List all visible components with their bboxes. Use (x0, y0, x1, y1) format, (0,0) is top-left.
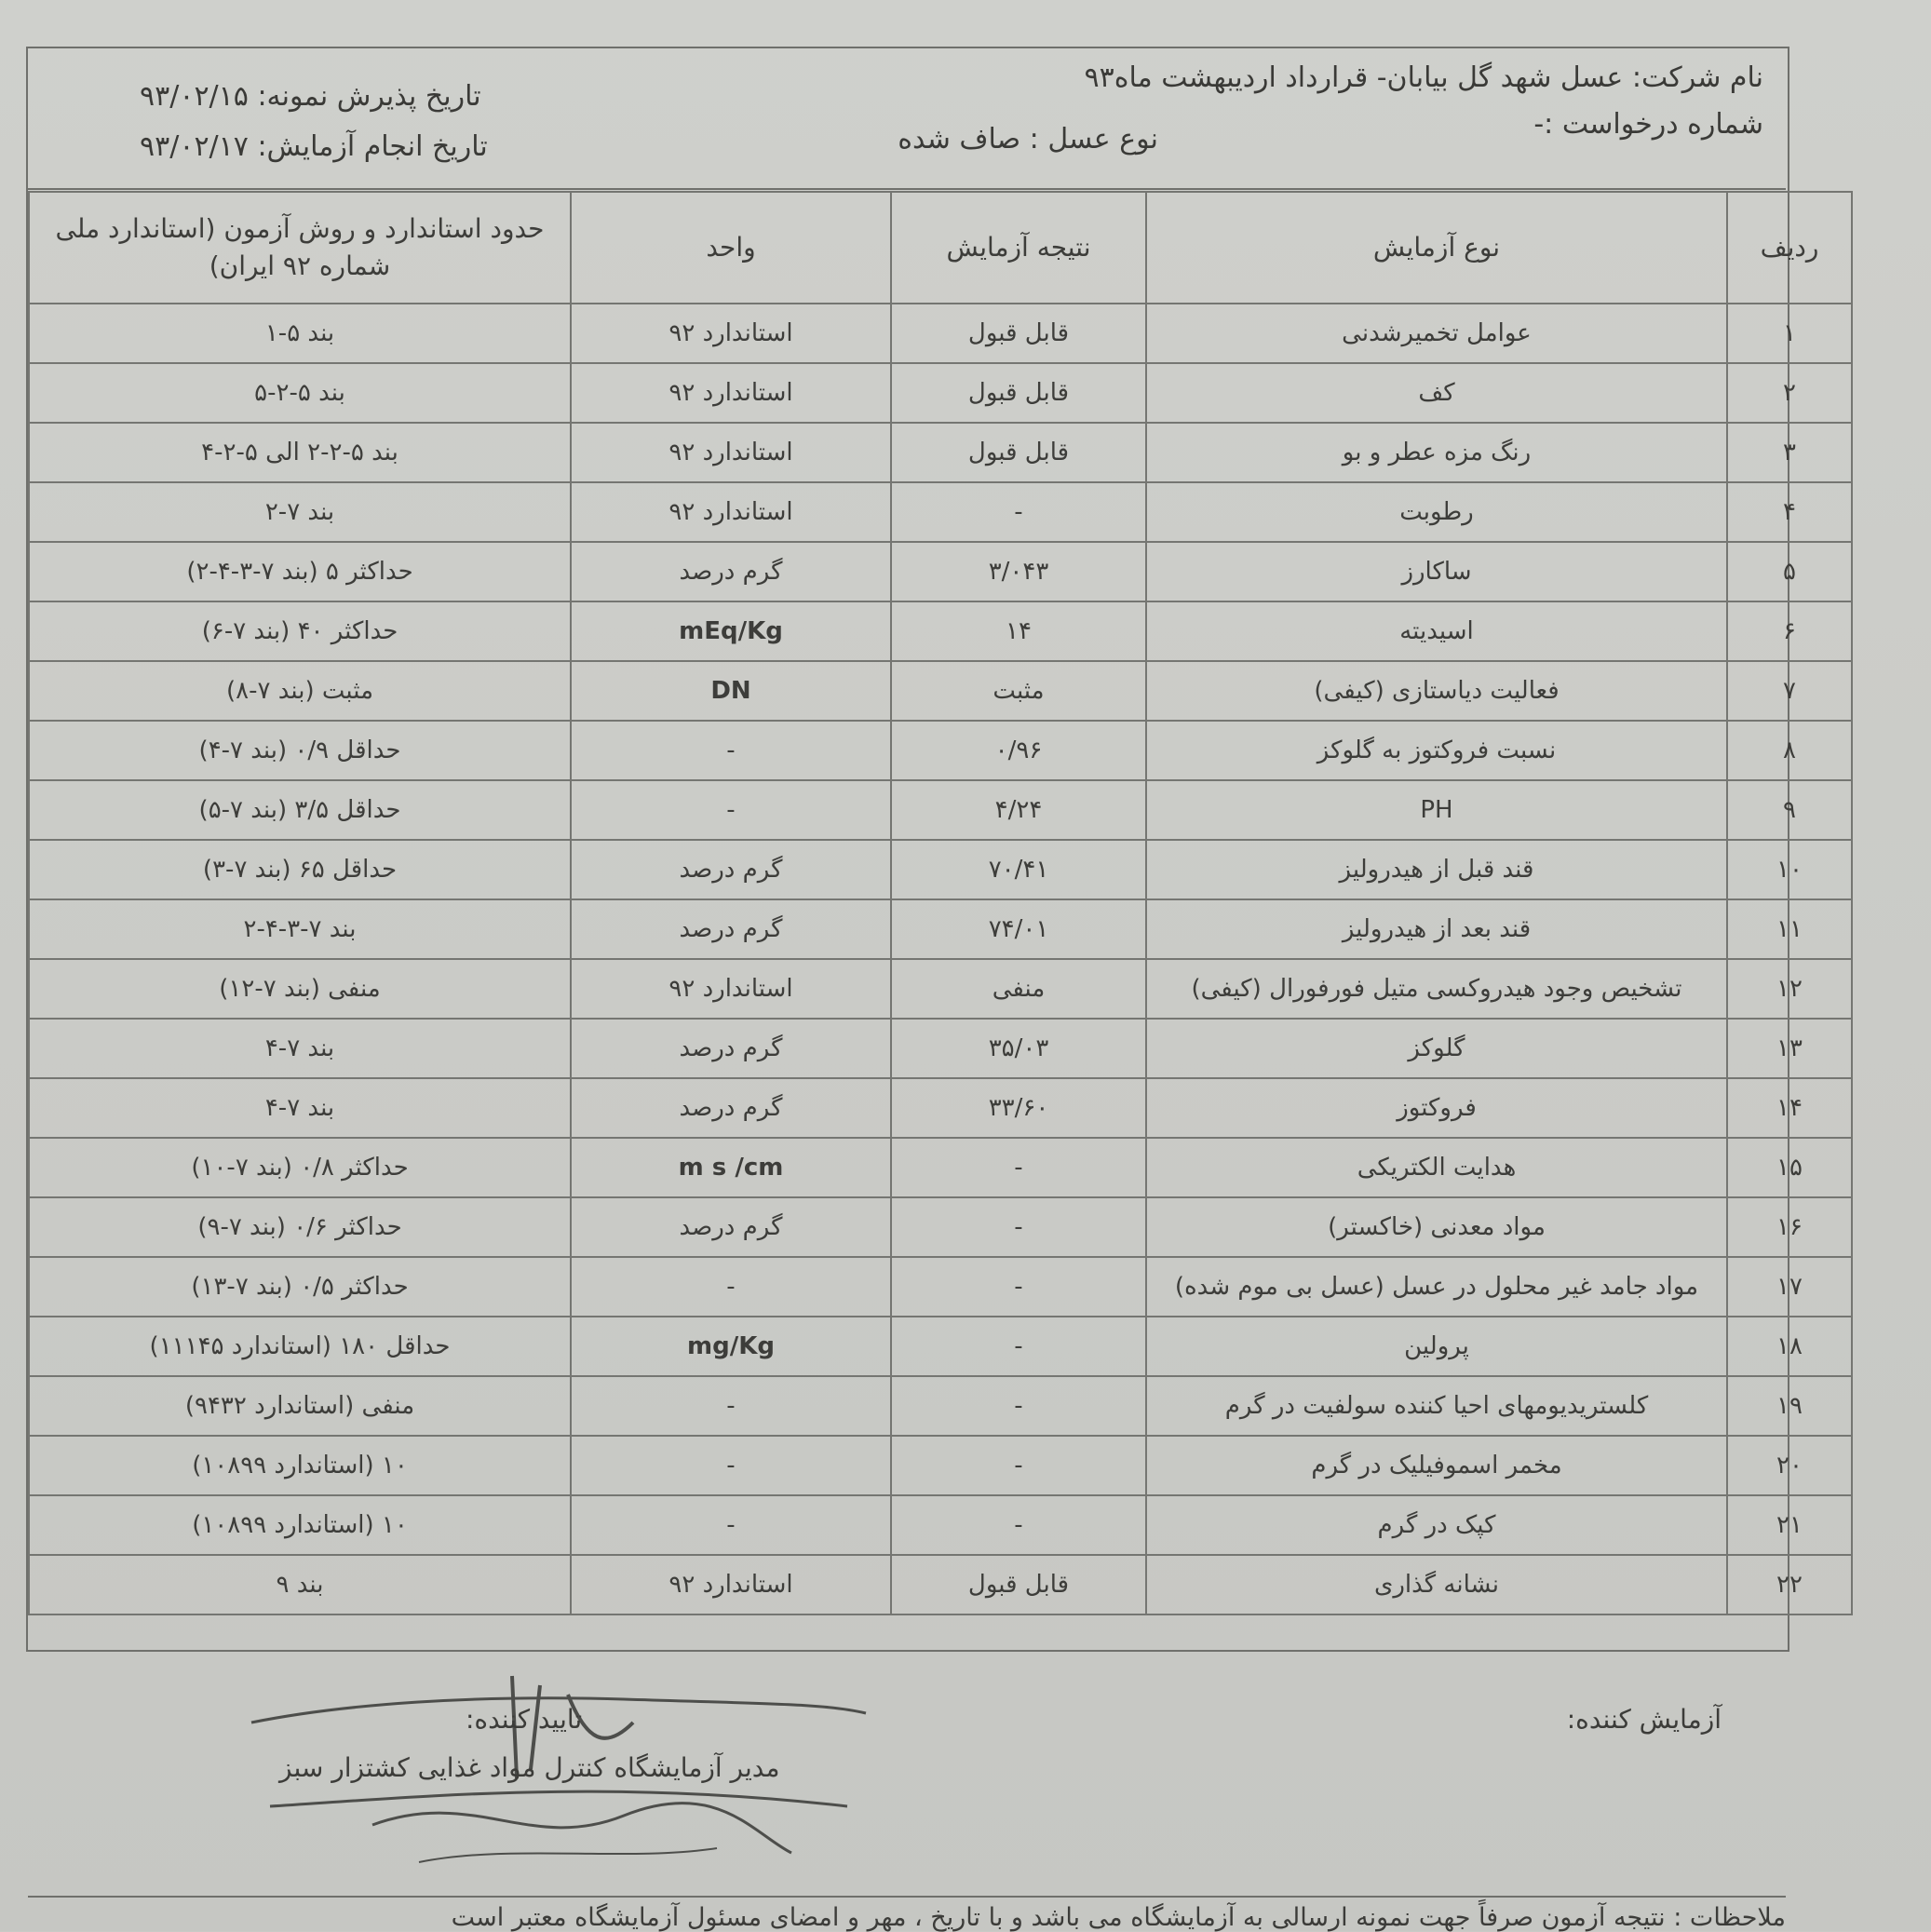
test-type-cell: کلستریدیومهای احیا کننده سولفیت در گرم (1146, 1376, 1727, 1436)
test-type-cell: مخمر اسموفیلیک در گرم (1146, 1436, 1727, 1495)
standard-limit-cell: ۱۰ (استاندارد ۱۰۸۹۹) (29, 1436, 571, 1495)
row-index-cell: ۱۲ (1727, 959, 1852, 1019)
test-result-cell: - (891, 1317, 1146, 1376)
table-row (29, 840, 1852, 899)
table-row (29, 1197, 1852, 1257)
test-type-cell: قند بعد از هیدرولیز (1146, 899, 1727, 959)
row-index-cell: ۷ (1727, 661, 1852, 721)
test-result-cell: مثبت (891, 661, 1146, 721)
standard-limit-cell: بند ۷-۴ (29, 1019, 571, 1078)
standard-limit-cell: حداکثر ۰/۵ (بند ۷-۱۳) (29, 1257, 571, 1317)
standard-limit-cell: حداقل ۱۸۰ (استاندارد ۱۱۱۴۵) (29, 1317, 571, 1376)
table-row (29, 1078, 1852, 1138)
standard-limit-cell: حداقل ۳/۵ (بند ۷-۵) (29, 780, 571, 840)
standard-limit-cell: مثبت (بند ۷-۸) (29, 661, 571, 721)
test-result-cell: ۳۵/۰۳ (891, 1019, 1146, 1078)
row-index-cell: ۲۲ (1727, 1555, 1852, 1615)
row-index-cell: ۴ (1727, 482, 1852, 542)
unit-cell: گرم درصد (571, 1197, 891, 1257)
header-unit: واحد (571, 192, 891, 304)
row-index-cell: ۱۷ (1727, 1257, 1852, 1317)
standard-limit-cell: بند ۷-۲ (29, 482, 571, 542)
row-index-cell: ۲ (1727, 363, 1852, 423)
standard-limit-cell: حداقل ۰/۹ (بند ۷-۴) (29, 721, 571, 780)
table-row (29, 721, 1852, 780)
test-type-cell: کپک در گرم (1146, 1495, 1727, 1555)
header-result: نتیجه آزمایش (891, 192, 1146, 304)
row-index-cell: ۱۱ (1727, 899, 1852, 959)
tester-label: آزمایش کننده: (1566, 1704, 1722, 1735)
row-index-cell: ۱۸ (1727, 1317, 1852, 1376)
test-result-cell: ۰/۹۶ (891, 721, 1146, 780)
standard-limit-cell: بند ۵-۲-۵ (29, 363, 571, 423)
unit-cell: گرم درصد (571, 1019, 891, 1078)
sample-receive-date: تاریخ پذیرش نمونه: ۹۳/۰۲/۱۵ (140, 80, 481, 113)
test-result-cell: ۷۰/۴۱ (891, 840, 1146, 899)
test-type-cell: رطوبت (1146, 482, 1727, 542)
unit-cell: - (571, 1436, 891, 1495)
row-index-cell: ۶ (1727, 601, 1852, 661)
test-result-cell: ۴/۲۴ (891, 780, 1146, 840)
test-result-cell: ۳۳/۶۰ (891, 1078, 1146, 1138)
test-type-cell: مواد جامد غیر محلول در عسل (عسل بی موم شده) (1146, 1257, 1727, 1317)
unit-cell: استاندارد ۹۲ (571, 1555, 891, 1615)
test-result-cell: - (891, 482, 1146, 542)
standard-limit-cell: ۱۰ (استاندارد ۱۰۸۹۹) (29, 1495, 571, 1555)
test-date: تاریخ انجام آزمایش: ۹۳/۰۲/۱۷ (140, 130, 488, 163)
table-row (29, 1019, 1852, 1078)
table-header-row (29, 192, 1852, 304)
test-type-cell: هدایت الکتریکی (1146, 1138, 1727, 1197)
standard-limit-cell: بند ۷-۳-۴-۲ (29, 899, 571, 959)
unit-cell: گرم درصد (571, 1078, 891, 1138)
row-index-cell: ۱ (1727, 304, 1852, 363)
unit-cell: mEq/Kg (571, 601, 891, 661)
test-result-cell: قابل قبول (891, 363, 1146, 423)
unit-cell: گرم درصد (571, 840, 891, 899)
unit-cell: - (571, 1495, 891, 1555)
test-type-cell: قند قبل از هیدرولیز (1146, 840, 1727, 899)
table-row (29, 423, 1852, 482)
unit-cell: استاندارد ۹۲ (571, 423, 891, 482)
row-index-cell: ۸ (1727, 721, 1852, 780)
row-index-cell: ۱۶ (1727, 1197, 1852, 1257)
standard-limit-cell: حداکثر ۰/۶ (بند ۷-۹) (29, 1197, 571, 1257)
standard-limit-cell: حداقل ۶۵ (بند ۷-۳) (29, 840, 571, 899)
test-result-cell: ۱۴ (891, 601, 1146, 661)
test-result-cell: قابل قبول (891, 1555, 1146, 1615)
header-idx: ردیف (1727, 192, 1852, 304)
unit-cell: استاندارد ۹۲ (571, 959, 891, 1019)
approver-label: تایید کننده: (466, 1704, 583, 1735)
unit-cell: - (571, 780, 891, 840)
row-index-cell: ۱۳ (1727, 1019, 1852, 1078)
test-type-cell: پرولین (1146, 1317, 1727, 1376)
table-row (29, 482, 1852, 542)
standard-limit-cell: حداکثر ۵ (بند ۷-۳-۴-۲) (29, 542, 571, 601)
table-row (29, 780, 1852, 840)
row-index-cell: ۱۰ (1727, 840, 1852, 899)
table-row (29, 363, 1852, 423)
test-result-cell: قابل قبول (891, 423, 1146, 482)
table-row (29, 601, 1852, 661)
standard-limit-cell: منفی (استاندارد ۹۴۳۲) (29, 1376, 571, 1436)
standard-limit-cell: منفی (بند ۷-۱۲) (29, 959, 571, 1019)
unit-cell: استاندارد ۹۲ (571, 304, 891, 363)
unit-cell: - (571, 721, 891, 780)
table-row (29, 899, 1852, 959)
table-row (29, 959, 1852, 1019)
standard-limit-cell: حداکثر ۴۰ (بند ۷-۶) (29, 601, 571, 661)
unit-cell: DN (571, 661, 891, 721)
unit-cell: mg/Kg (571, 1317, 891, 1376)
standard-limit-cell: بند ۷-۴ (29, 1078, 571, 1138)
table-row (29, 1436, 1852, 1495)
test-type-cell: فروکتوز (1146, 1078, 1727, 1138)
test-result-cell: - (891, 1376, 1146, 1436)
test-type-cell: تشخیص وجود هیدروکسی متیل فورفورال (کیفی) (1146, 959, 1727, 1019)
row-index-cell: ۱۴ (1727, 1078, 1852, 1138)
table-row (29, 1317, 1852, 1376)
test-type-cell: رنگ مزه عطر و بو (1146, 423, 1727, 482)
unit-cell: - (571, 1257, 891, 1317)
test-result-cell: - (891, 1257, 1146, 1317)
test-result-cell: ۳/۰۴۳ (891, 542, 1146, 601)
test-type-cell: PH (1146, 780, 1727, 840)
unit-cell: - (571, 1376, 891, 1436)
test-type-cell: عوامل تخمیرشدنی (1146, 304, 1727, 363)
test-type-cell: نشانه گذاری (1146, 1555, 1727, 1615)
test-result-cell: منفی (891, 959, 1146, 1019)
table-row (29, 1495, 1852, 1555)
unit-cell: گرم درصد (571, 542, 891, 601)
table-row (29, 1138, 1852, 1197)
table-row (29, 1257, 1852, 1317)
test-type-cell: فعالیت دیاستازی (کیفی) (1146, 661, 1727, 721)
standard-limit-cell: حداکثر ۰/۸ (بند ۷-۱۰) (29, 1138, 571, 1197)
test-type-cell: کف (1146, 363, 1727, 423)
table-row (29, 1376, 1852, 1436)
row-index-cell: ۲۱ (1727, 1495, 1852, 1555)
unit-cell: گرم درصد (571, 899, 891, 959)
test-type-cell: ساکارز (1146, 542, 1727, 601)
test-result-cell: - (891, 1495, 1146, 1555)
company-name: نام شرکت: عسل شهد گل بیابان- قرارداد اردیبهشت ماه۹۳ (1084, 61, 1763, 94)
header-standard: حدود استاندارد و روش آزمون (استاندارد ملی شماره ۹۲ ایران) (29, 192, 571, 304)
row-index-cell: ۱۵ (1727, 1138, 1852, 1197)
standard-limit-cell: بند ۹ (29, 1555, 571, 1615)
test-type-cell: اسیدیته (1146, 601, 1727, 661)
standard-limit-cell: بند ۵-۱ (29, 304, 571, 363)
unit-cell: استاندارد ۹۲ (571, 482, 891, 542)
test-result-cell: ۷۴/۰۱ (891, 899, 1146, 959)
row-index-cell: ۵ (1727, 542, 1852, 601)
row-index-cell: ۹ (1727, 780, 1852, 840)
test-type-cell: مواد معدنی (خاکستر) (1146, 1197, 1727, 1257)
row-index-cell: ۱۹ (1727, 1376, 1852, 1436)
results-table (28, 191, 1853, 1615)
test-type-cell: نسبت فروکتوز به گلوکز (1146, 721, 1727, 780)
test-result-cell: - (891, 1436, 1146, 1495)
lab-manager-title: مدیر آزمایشگاه کنترل مواد غذایی کشتزار سبز (279, 1752, 780, 1783)
standard-limit-cell: بند ۵-۲-۲ الی ۵-۲-۴ (29, 423, 571, 482)
honey-type: نوع عسل : صاف شده (898, 123, 1158, 155)
test-result-cell: - (891, 1138, 1146, 1197)
unit-cell: m s /cm (571, 1138, 891, 1197)
header-test-type: نوع آزمایش (1146, 192, 1727, 304)
test-result-cell: قابل قبول (891, 304, 1146, 363)
table-row (29, 542, 1852, 601)
table-row (29, 304, 1852, 363)
test-result-cell: - (891, 1197, 1146, 1257)
row-index-cell: ۲۰ (1727, 1436, 1852, 1495)
remarks-note: ملاحظات : نتیجه آزمون صرفاً جهت نمونه ارسالی به آزمایشگاه می باشد و با تاریخ ، مهر و امضای مسئول آزمایشگاه معتبر است (28, 1896, 1786, 1932)
request-number: شماره درخواست :- (1533, 108, 1763, 141)
table-row (29, 661, 1852, 721)
unit-cell: استاندارد ۹۲ (571, 363, 891, 423)
row-index-cell: ۳ (1727, 423, 1852, 482)
table-row (29, 1555, 1852, 1615)
test-type-cell: گلوکز (1146, 1019, 1727, 1078)
